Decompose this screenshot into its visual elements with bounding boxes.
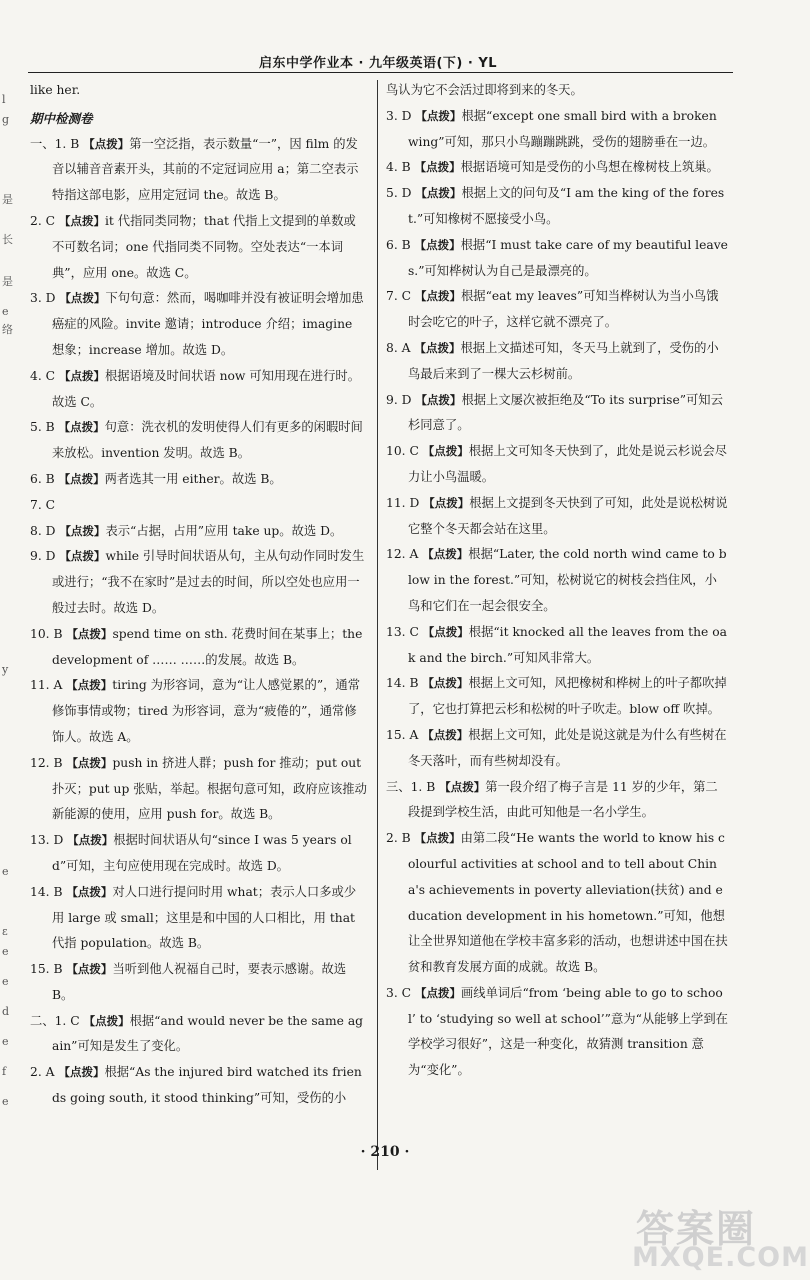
- hint-tag: 【点拨】: [66, 962, 113, 977]
- hint-tag: 【点拨】: [58, 471, 105, 486]
- answer-explanation: tiring 为形容词，意为“让人感觉累的”，通常修饰事情或物；tired 为形容词，意为“疲倦的”，通常修饰人。故选 A。: [52, 678, 360, 744]
- answer-item: [386, 104, 728, 156]
- edge-fragment-char: 络: [2, 323, 13, 336]
- answer-number: 9. D: [386, 392, 412, 407]
- answer-number: 2. B: [386, 831, 411, 846]
- answer-number: 11. D: [386, 495, 420, 510]
- answer-number: 12. B: [30, 755, 63, 770]
- answer-number: 14. B: [386, 676, 419, 691]
- answer-item: [30, 1009, 368, 1061]
- edge-fragment-char: e: [2, 1035, 9, 1048]
- hint-tag: 【点拨】: [415, 108, 462, 123]
- hint-tag: 【点拨】: [59, 291, 106, 306]
- answer-number: 2. C: [30, 213, 56, 228]
- column-divider: [377, 80, 378, 1170]
- edge-fragment-char: 是: [2, 193, 13, 206]
- right-answer-list: [386, 104, 728, 1084]
- answer-explanation: 根据语境可知是受伤的小鸟想在橡树枝上筑巢。: [460, 160, 719, 175]
- answer-explanation: 根据“it knocked all the leaves from the oak and the birch.”可知风非常大。: [408, 624, 727, 665]
- hint-tag: 【点拨】: [422, 624, 469, 639]
- edge-fragment-char: g: [2, 113, 10, 126]
- header-rule: [28, 72, 733, 73]
- edge-fragment-char: 是: [2, 275, 13, 288]
- hint-tag: 【点拨】: [83, 136, 130, 151]
- answer-item: [30, 957, 368, 1009]
- watermark-line2: MXQE.COM: [632, 1242, 809, 1273]
- hint-tag: 【点拨】: [439, 779, 486, 794]
- hint-tag: 【点拨】: [423, 495, 470, 510]
- left-answer-list: [30, 132, 368, 1112]
- running-header: 启东中学作业本 · 九年级英语(下) · YL: [258, 56, 498, 71]
- answer-explanation: 根据“except one small bird with a broken wing”可知，那只小鸟蹦蹦跳跳，受伤的翅膀垂在一边。: [408, 108, 717, 149]
- answer-explanation: 对人口进行提问时用 what；表示人口多或少用 large 或 small；这里是和中国的人口相比，用 that 代指 population。故选 B。: [52, 884, 357, 951]
- hint-tag: 【点拨】: [415, 392, 462, 407]
- hint-tag: 【点拨】: [414, 831, 461, 846]
- answer-explanation: 根据上文屡次被拒绝及“To its surprise”可知云杉同意了。: [408, 392, 723, 433]
- hint-tag: 【点拨】: [414, 985, 461, 1000]
- answer-item: [386, 620, 728, 672]
- answer-explanation: 根据上文可知冬天快到了，此处是说云杉说会尽力让小鸟温暖。: [408, 444, 728, 484]
- answer-number: 二、1. C: [30, 1013, 80, 1028]
- right-column: [386, 78, 728, 1084]
- hint-tag: 【点拨】: [66, 678, 113, 693]
- answer-explanation: 第一空泛指，表示数量“一”，因 film 的发音以辅音音素开头，其前的不定冠词应用 a；第二空表示特指这部电影，应用定冠词 the。故选 B。: [52, 136, 359, 203]
- answer-item: [30, 286, 368, 363]
- answer-explanation: 画线单词后“from ‘being able to go to school’ to ‘studying so well at school’”意为“从能够上学到在学校学习很好”，这是一种变化，故猜测 transition 意为“变化”。: [408, 985, 728, 1078]
- answer-explanation: 根据时间状语从句“since I was 5 years old”可知，主句应使用现在完成时。故选 D。: [52, 833, 352, 873]
- hint-tag: 【点拨】: [58, 368, 105, 383]
- answer-explanation: 下句句意：然而，喝咖啡并没有被证明会增加患癌症的风险。invite 邀请；introduce 介绍；imagine 想象；increase 增加。故选 D。: [52, 291, 364, 357]
- answer-number: 9. D: [30, 549, 56, 564]
- hint-tag: 【点拨】: [414, 160, 461, 175]
- answer-number: 三、1. B: [386, 779, 436, 794]
- hint-tag: 【点拨】: [58, 420, 105, 435]
- answer-explanation: it 代指同类同物；that 代指上文提到的单数或不可数名词；one 代指同类不同物。空处表达“一本词典”，应用 one。故选 C。: [52, 213, 356, 280]
- answer-explanation: 根据上文的问句及“I am the king of the forest.”可知橡树不愿接受小鸟。: [408, 186, 725, 226]
- answer-item: [30, 622, 368, 674]
- answer-item: [386, 775, 728, 827]
- answer-explanation: 根据“eat my leaves”可知当桦树认为当小鸟饿时会吃它的叶子，这样它就不漂亮了。: [408, 289, 719, 330]
- answer-number: 10. B: [30, 626, 63, 641]
- answer-explanation: spend time on sth. 花费时间在某事上；the development of …… ……的发展。故选 B。: [52, 626, 363, 667]
- edge-fragment-char: e: [2, 975, 9, 988]
- hint-tag: 【点拨】: [59, 523, 106, 538]
- watermark-logo: [632, 1198, 809, 1274]
- answer-item: [30, 415, 368, 467]
- answer-number: 一、1. B: [30, 136, 80, 151]
- edge-fragment-char: e: [2, 865, 9, 878]
- hint-tag: 【点拨】: [422, 676, 469, 691]
- answer-explanation: 根据上文可知，此处是说这就是为什么有些树在冬天落叶，而有些树却没有。: [408, 727, 727, 768]
- answer-explanation: 根据上文描述可知，冬天马上就到了，受伤的小鸟最后来到了一棵大云杉树前。: [408, 340, 719, 381]
- hint-tag: 【点拨】: [414, 289, 461, 304]
- page-number: · 210 ·: [360, 1144, 410, 1160]
- answer-item: [30, 519, 368, 545]
- answer-item: [30, 467, 368, 493]
- hint-tag: 【点拨】: [58, 1065, 105, 1080]
- edge-fragment-char: y: [2, 663, 9, 676]
- answer-number: 12. A: [386, 547, 419, 562]
- answer-item: [30, 673, 368, 750]
- answer-item: [30, 364, 368, 416]
- answer-number: 4. C: [30, 368, 56, 383]
- answer-item: [386, 155, 728, 181]
- answer-item: [386, 336, 728, 388]
- answer-number: 6. B: [30, 471, 55, 486]
- answer-number: 2. A: [30, 1065, 55, 1080]
- left-column: [30, 78, 368, 1112]
- hint-tag: 【点拨】: [414, 340, 461, 355]
- hint-tag: 【点拨】: [66, 884, 113, 899]
- answer-item: [30, 544, 368, 621]
- answer-explanation: 根据上文可知，风把橡树和桦树上的叶子都吹掉了，它也打算把云杉和松树的叶子吹走。blow off 吹掉。: [408, 676, 727, 717]
- answer-item: [386, 826, 728, 981]
- answer-item: [386, 542, 728, 619]
- answer-number: 11. A: [30, 678, 63, 693]
- edge-fragment-char: ε: [2, 925, 8, 938]
- answer-item: [386, 981, 728, 1084]
- answer-number: 3. D: [386, 108, 412, 123]
- answer-explanation: 由第二段“He wants the world to know his colourful activities at school and to tell about China's achievements in poverty alleviation(扶贫) and education development in his hometown.”可知，他想让全世界知道他在学校丰富多彩的活动，也想讲述中国在扶贫和教育发展方面的成就。故选 B。: [408, 831, 728, 975]
- edge-fragment-char: e: [2, 945, 9, 958]
- answer-number: 15. A: [386, 727, 419, 742]
- answer-item: [30, 1060, 368, 1112]
- edge-fragment-char: f: [2, 1065, 7, 1078]
- answer-explanation: 句意：洗衣机的发明使得人们有更多的闲暇时间来放松。invention 发明。故选 B。: [52, 420, 363, 461]
- answer-number: 5. B: [30, 420, 55, 435]
- answer-item: [386, 181, 728, 233]
- answer-explanation: 根据语境及时间状语 now 可知用现在进行时。故选 C。: [52, 368, 360, 409]
- watermark-line1: 答案圈: [636, 1207, 757, 1251]
- answer-item: [30, 132, 368, 209]
- hint-tag: 【点拨】: [67, 833, 114, 848]
- left-lead-text: like her.: [30, 83, 81, 97]
- answer-number: 4. B: [386, 160, 411, 175]
- answer-item: [386, 284, 728, 336]
- answer-item: [30, 209, 368, 286]
- answer-number: 5. D: [386, 186, 412, 201]
- hint-tag: 【点拨】: [66, 626, 113, 641]
- section-title: 期中检测卷: [30, 110, 93, 126]
- hint-tag: 【点拨】: [414, 237, 461, 252]
- answer-number: 10. C: [386, 444, 419, 459]
- answer-item: [386, 491, 728, 543]
- hint-tag: 【点拨】: [83, 1013, 130, 1028]
- answer-number: 7. C: [30, 497, 56, 512]
- answer-number: 14. B: [30, 884, 63, 899]
- answer-explanation: 根据上文提到冬天快到了可知，此处是说松树说它整个冬天都会站在这里。: [408, 495, 728, 536]
- answer-number: 3. D: [30, 291, 56, 306]
- answer-number: 3. C: [386, 985, 412, 1000]
- answer-explanation: 表示“占据，占用”应用 take up。故选 D。: [105, 523, 343, 538]
- answer-number: 13. C: [386, 624, 419, 639]
- answer-item: [386, 439, 728, 491]
- edge-fragment-char: l: [2, 93, 6, 106]
- hint-tag: 【点拨】: [415, 186, 462, 201]
- answer-item: [30, 493, 368, 519]
- edge-fragment-char: 长: [2, 233, 13, 246]
- answer-explanation: 第一段介绍了梅子言是 11 岁的少年，第二段提到学校生活，由此可知他是一名小学生。: [408, 779, 718, 820]
- answer-explanation: 根据“As the injured bird watched its friends going south, it stood thinking”可知，受伤的小: [52, 1065, 362, 1106]
- answer-explanation: 当听到他人祝福自己时，要表示感谢。故选 B。: [52, 962, 347, 1002]
- answer-item: [30, 751, 368, 828]
- answer-explanation: 根据“Later, the cold north wind came to blow in the forest.”可知，松树说它的树枝会挡住风，小鸟和它们在一起会很安全。: [408, 547, 727, 613]
- edge-fragment-char: d: [2, 1005, 10, 1018]
- hint-tag: 【点拨】: [59, 549, 106, 564]
- edge-fragment-char: e: [2, 305, 9, 318]
- answer-item: [386, 233, 728, 285]
- answer-item: [30, 880, 368, 957]
- answer-item: [386, 723, 728, 775]
- hint-tag: 【点拨】: [422, 547, 469, 562]
- answer-number: 6. B: [386, 237, 411, 252]
- answer-explanation: push in 挤进人群；push for 推动；put out 扑灭；put up 张贴，举起。根据句意可知，政府应该推动新能源的使用，应用 push for。故选 B。: [52, 755, 367, 822]
- answer-explanation: 两者选其一用 either。故选 B。: [104, 471, 282, 486]
- hint-tag: 【点拨】: [58, 213, 105, 228]
- edge-fragment-char: e: [2, 1095, 9, 1108]
- answer-explanation: while 引导时间状语从句，主从句动作同时发生或进行；“我不在家时”是过去的时间，所以空处也应用一般过去时。故选 D。: [52, 549, 365, 615]
- answer-number: 13. D: [30, 833, 64, 848]
- answer-number: 7. C: [386, 289, 412, 304]
- answer-number: 15. B: [30, 962, 63, 977]
- answer-item: [386, 671, 728, 723]
- answer-explanation: 根据“and would never be the same again”可知是发生了变化。: [52, 1013, 364, 1054]
- hint-tag: 【点拨】: [422, 444, 469, 459]
- answer-number: 8. D: [30, 523, 56, 538]
- answer-explanation: 根据“I must take care of my beautiful leaves.”可知桦树认为自己是最漂亮的。: [408, 237, 728, 278]
- answer-number: 8. A: [386, 340, 411, 355]
- answer-item: [386, 388, 728, 440]
- answer-item: [30, 828, 368, 880]
- right-lead-text: 鸟认为它不会活过即将到来的冬天。: [386, 83, 583, 97]
- hint-tag: 【点拨】: [66, 755, 113, 770]
- hint-tag: 【点拨】: [422, 727, 469, 742]
